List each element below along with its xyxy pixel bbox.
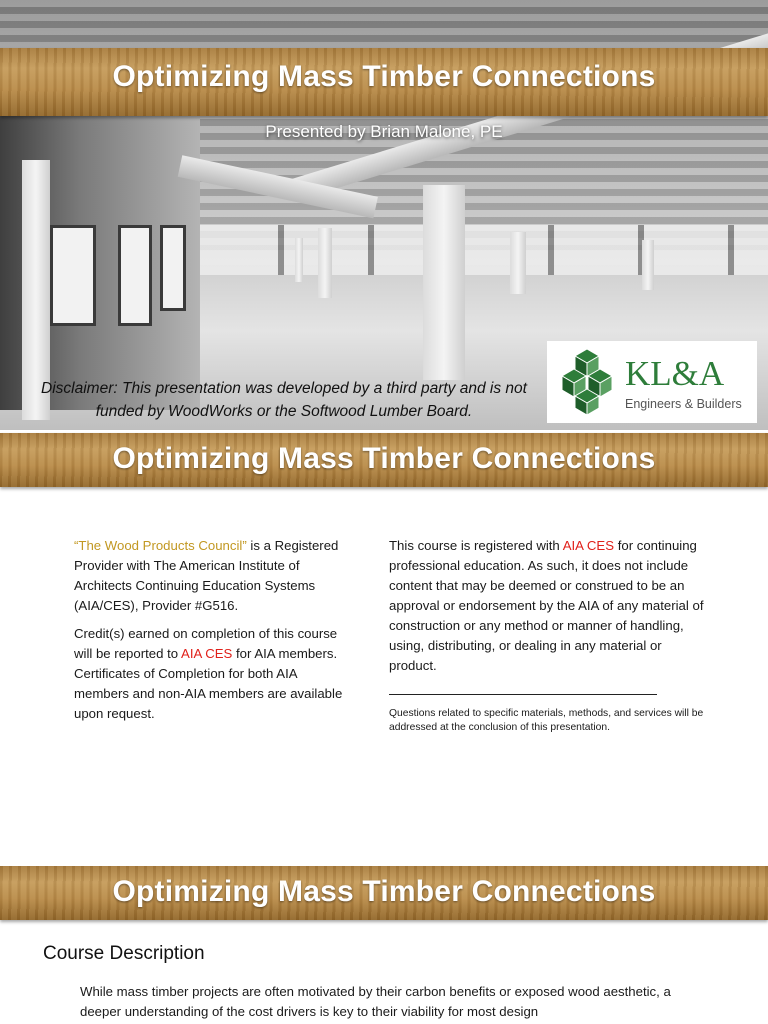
- slide-title: Optimizing Mass Timber Connections: [112, 442, 656, 475]
- provider-paragraph: “The Wood Products Council” is a Registered Provider with The American Institute of Architects Continuing Education Systems (AIA/CES), Provider #G516.: [74, 538, 339, 613]
- registration-column: [389, 536, 707, 735]
- slide-title: Optimizing Mass Timber Connections: [112, 60, 656, 93]
- title-banner: [0, 48, 768, 116]
- course-description-slide: [0, 866, 768, 1024]
- logo-subtitle: Engineers & Builders: [625, 397, 742, 411]
- presenter-text: Presented by Brian Malone, PE: [265, 122, 503, 141]
- course-description-text: While mass timber projects are often motivated by their carbon benefits or exposed wood aesthetic, a deeper understanding of the cost drivers is key to their viability for most design: [80, 984, 671, 1019]
- credit-slide: [0, 431, 768, 851]
- section-heading: Course Description: [43, 943, 205, 964]
- title-banner: [0, 433, 768, 487]
- aia-ces-highlight: AIA CES: [181, 646, 233, 661]
- provider-column: [74, 536, 344, 732]
- disclaimer-text: Disclaimer: This presentation was developed by a third party and is not funded by WoodWorks or the Softwood Lumber Board.: [41, 380, 527, 420]
- aia-ces-highlight: AIA CES: [562, 538, 615, 553]
- questions-note: Questions related to specific materials, methods, and services will be addressed at the conclusion of this presentation.: [389, 708, 704, 733]
- logo-name: KL&A: [625, 354, 725, 393]
- title-banner: [0, 866, 768, 920]
- klea-logo: [547, 341, 757, 423]
- registration-paragraph: This course is registered with AIA CES for continuing professional education. As such, it does not include content that may be deemed or construed to be an approval or endorsement by the AIA of any material of construction or any method or manner of handling, using, distributing, or dealing in any material or product.: [389, 538, 704, 673]
- slide-title: Optimizing Mass Timber Connections: [112, 875, 656, 908]
- credits-paragraph: Credit(s) earned on completion of this course will be reported to AIA CES for AIA members. Certificates of Completion for both AIA members and non-AIA members are available upon request.: [74, 626, 343, 721]
- council-name: “The Wood Products Council”: [74, 538, 247, 553]
- title-slide: [0, 0, 768, 430]
- stacked-cubes-icon: [554, 347, 620, 417]
- divider-line: [389, 684, 657, 695]
